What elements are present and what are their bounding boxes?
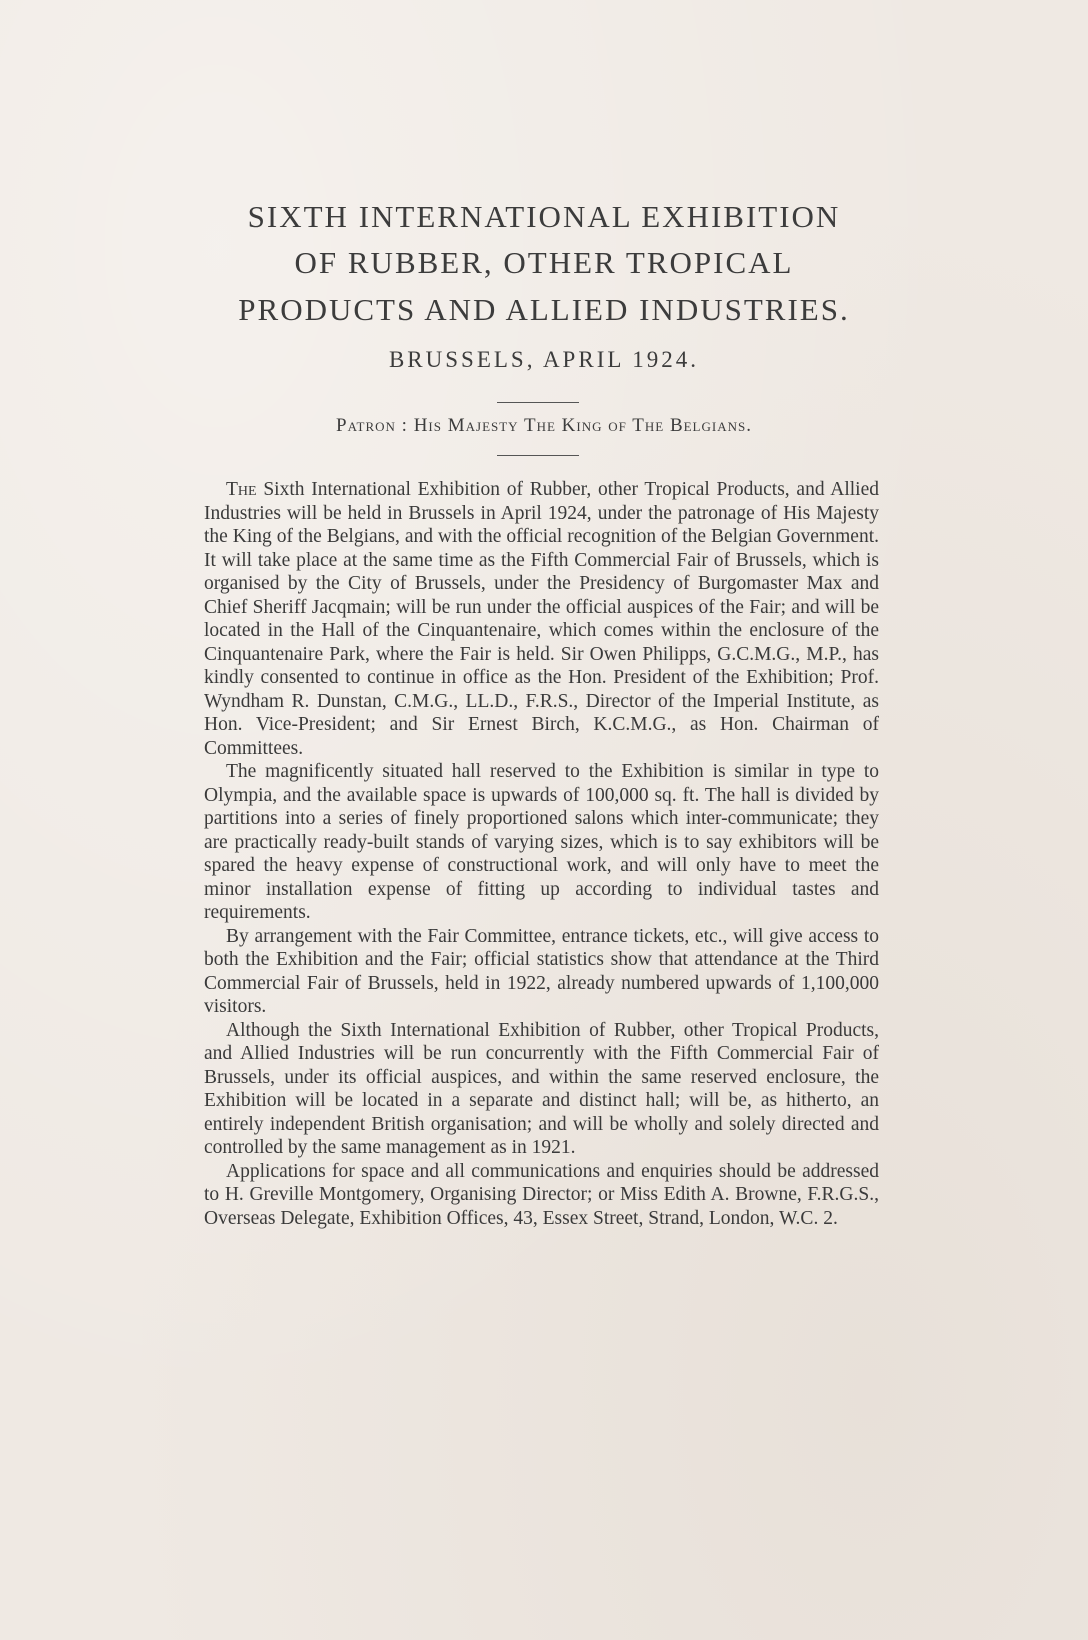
divider-top (497, 402, 579, 403)
paragraph-3: By arrangement with the Fair Committee, entrance tickets, etc., will give access to both the Exhibition and the Fair; official statistics show that attendance at the Third Commercial Fair of Brussels, held in 1922, already numbered upwards of 1,100,000 visitors. (204, 925, 879, 1017)
title-line-2: OF RUBBER, OTHER TROPICAL (294, 245, 794, 280)
body-text (204, 478, 879, 1230)
title-line-3: PRODUCTS AND ALLIED INDUSTRIES. (238, 292, 850, 327)
divider-bottom (497, 455, 579, 456)
paragraph-4: Although the Sixth International Exhibition of Rubber, other Tropical Products, and Allied Industries will be run concurrently with the Fifth Commercial Fair of Brussels, under its official auspices, and within the same reserved enclosure, the Exhibition will be located in a separate and distinct hall; will be, as hitherto, an entirely independent British organisation; and will be wholly and solely directed and controlled by the same management as in 1921. (204, 1019, 879, 1158)
patron-line: Patron : His Majesty The King of The Belgians. (336, 415, 752, 436)
paragraph-5: Applications for space and all communications and enquiries should be addressed to H. Greville Montgomery, Organising Director; or Miss Edith A. Browne, F.R.G.S., Overseas Delegate, Exhibition Offices, 43, Essex Street, Strand, London, W.C. 2. (204, 1160, 879, 1229)
title-line-1: SIXTH INTERNATIONAL EXHIBITION (247, 199, 841, 234)
paragraph-1-lead: The (226, 479, 257, 500)
place-date: BRUSSELS, APRIL 1924. (388, 347, 700, 372)
paragraph-1 (204, 478, 879, 760)
paragraph-1-text: Sixth International Exhibition of Rubber, other Tropical Products, and Allied Industries will be held in Brussels in April 1924, under the patronage of His Majesty the King of the Belgians, and with the official recognition of the Belgian Government. It will take place at the same time as the Fifth Commercial Fair of Brussels, which is organised by the City of Brussels, under the Presidency of Burgomaster Max and Chief Sheriff Jacqmain; will be run under the official auspices of the Fair; and will be located in the Hall of the Cinquantenaire, which comes within the enclosure of the Cinquantenaire Park, where the Fair is held. Sir Owen Philipps, G.C.M.G., M.P., has kindly consented to continue in office as the Hon. President of the Exhibition; Prof. Wyndham R. Dunstan, C.M.G., LL.D., F.R.S., Director of the Imperial Institute, as Hon. Vice-President; and Sir Ernest Birch, K.C.M.G., as Hon. Chairman of Committees. (204, 479, 879, 759)
paragraph-2: The magnificently situated hall reserved to the Exhibition is similar in type to Olympia, and the available space is upwards of 100,000 sq. ft. The hall is divided by partitions into a series of finely proportioned salons which inter-communicate; they are practically ready-built stands of varying sizes, which is to say exhibitors will be spared the heavy expense of constructional work, and will only have to meet the minor installation expense of fitting up according to individual tastes and requirements. (204, 761, 879, 923)
